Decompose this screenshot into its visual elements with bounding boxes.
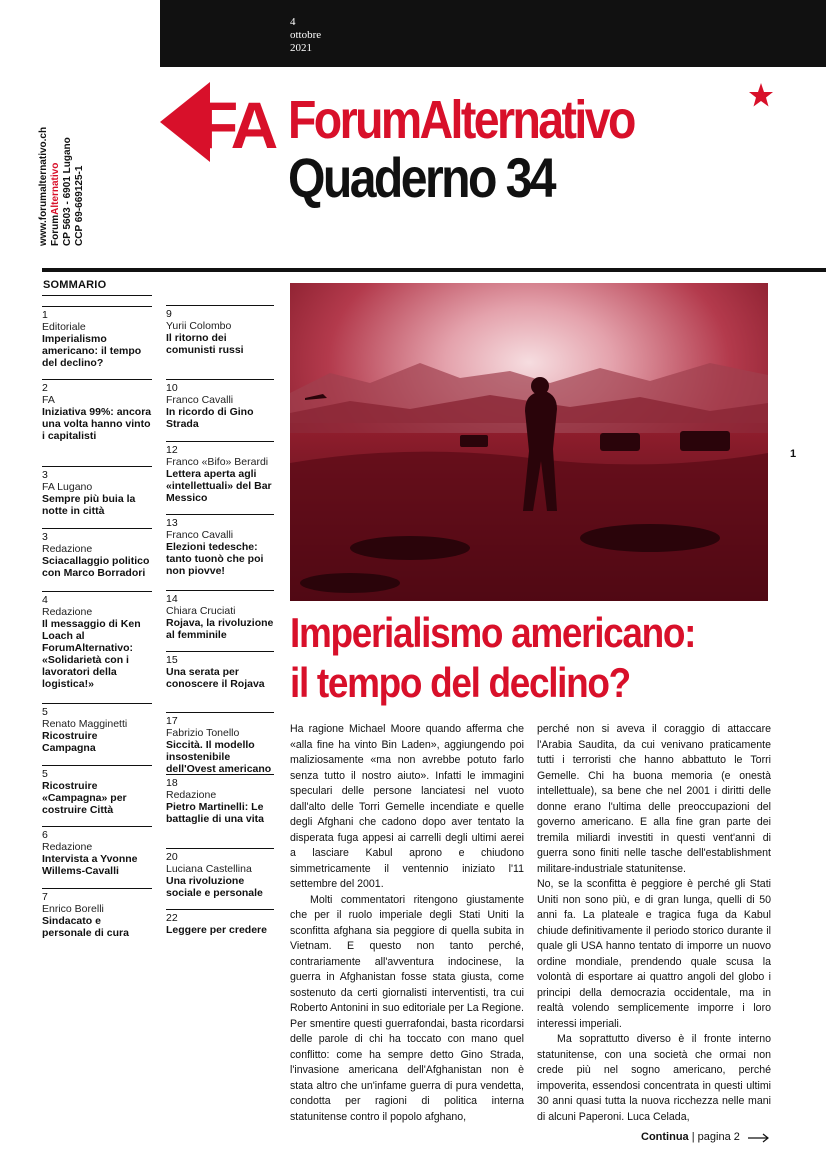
toc-title: Lettera aperta agli «intellettuali» del Bar Messico bbox=[166, 468, 272, 504]
toc-page-number: 17 bbox=[166, 715, 178, 727]
logo-letters: FA bbox=[198, 88, 275, 162]
top-black-bar bbox=[160, 0, 826, 67]
toc-title: Una serata per conoscere il Rojava bbox=[166, 666, 265, 690]
contact-block bbox=[38, 126, 86, 246]
toc-page-number: 3 bbox=[42, 469, 48, 481]
toc-item[interactable] bbox=[42, 765, 152, 816]
fa-logo-icon bbox=[160, 82, 280, 162]
continua-separator: | bbox=[691, 1131, 695, 1143]
sommario-divider bbox=[42, 295, 152, 296]
toc-item[interactable] bbox=[166, 514, 274, 577]
headline-line2: il tempo del declino? bbox=[290, 659, 630, 706]
toc-item[interactable] bbox=[166, 441, 274, 504]
toc-title: Elezioni tedesche: tanto tuonò che poi non piovve! bbox=[166, 541, 264, 577]
paragraph: Ha ragione Michael Moore quando afferma che «alla fine ha vinto Bin Laden», aggiungendo poi maliziosamente «ma non avrebbe potuto farlo senza tutto il nostro aiuto». Infatti le immagini speculari delle persone lanciatesi nel vuoto dall'alto delle Torri Gemelle incendiate e quelle degli Afghani che cadono dopo aver tentato la disperata fuga appesi ai carrelli degli ultimi aerei a lasciare Kabul aprono e chiudono simmetricamente il ventennio iniziato l'11 settembre del 2001. bbox=[290, 723, 524, 890]
arrow-right-icon[interactable] bbox=[748, 1133, 770, 1143]
paragraph: No, se la sconfitta è peggiore è perché gli Stati Uniti non sono più, e di gran lunga, quelli di 50 anni fa. La plateale e tragica fuga da Kabul chiude definitivamente il periodo storico durante il quale gli USA hanno tentato di imporre un nuovo ordine mondiale, prendendo quale scusa la volontà di esportare ai quattro angoli del globo i principi della democrazia occidentale, ma in realtà volendo semplicemente imporre i loro interessi imperiali. bbox=[537, 878, 771, 1030]
toc-title: Intervista a Yvonne Willems-Cavalli bbox=[42, 853, 138, 877]
toc-author: Redazione bbox=[166, 789, 217, 801]
headline-line1: Imperialismo americano: bbox=[290, 609, 696, 656]
star-icon bbox=[748, 82, 774, 108]
toc-author: Redazione bbox=[42, 841, 93, 853]
continua-page: pagina 2 bbox=[697, 1131, 740, 1143]
toc-page-number: 4 bbox=[42, 594, 48, 606]
contact-ccp: CCP 69-669125-1 bbox=[74, 165, 85, 246]
toc-author: Redazione bbox=[42, 606, 93, 618]
toc-author: Editoriale bbox=[42, 321, 86, 333]
toc-page-number: 20 bbox=[166, 851, 178, 863]
toc-title: Ricostruire «Campagna» per costruire Città bbox=[42, 780, 127, 816]
toc-item[interactable] bbox=[42, 306, 152, 369]
toc-page-number: 7 bbox=[42, 891, 48, 903]
date-year: 2021 bbox=[290, 42, 312, 54]
toc-title: Sempre più buia la notte in città bbox=[42, 493, 136, 517]
toc-item[interactable] bbox=[42, 826, 152, 877]
article-column-1 bbox=[290, 722, 524, 1125]
toc-title: Ricostruire Campagna bbox=[42, 730, 98, 754]
website-link[interactable]: www.forumalternativo.ch bbox=[38, 126, 49, 246]
toc-page-number: 6 bbox=[42, 829, 48, 841]
toc-author: Renato Magginetti bbox=[42, 718, 128, 730]
toc-title: Pietro Martinelli: Le battaglie di una vita bbox=[166, 801, 265, 825]
toc-author: Enrico Borelli bbox=[42, 903, 104, 915]
toc-page-number: 5 bbox=[42, 768, 48, 780]
article-headline bbox=[290, 608, 730, 708]
sommario-heading: SOMMARIO bbox=[43, 279, 107, 291]
toc-title: Siccità. Il modello insostenibile dell'Ovest americano bbox=[166, 739, 272, 775]
toc-item[interactable] bbox=[166, 305, 274, 356]
toc-title: Rojava, la rivoluzione al femminile bbox=[166, 617, 274, 641]
toc-title: Leggere per credere bbox=[166, 924, 267, 936]
toc-author: Yurii Colombo bbox=[166, 320, 232, 332]
toc-page-number: 2 bbox=[42, 382, 48, 394]
toc-page-number: 9 bbox=[166, 308, 172, 320]
toc-item[interactable] bbox=[42, 703, 152, 754]
toc-title: Sindacato e personale di cura bbox=[42, 915, 129, 939]
toc-page-number: 3 bbox=[42, 531, 48, 543]
toc-page-number: 1 bbox=[42, 309, 48, 321]
toc-page-number: 14 bbox=[166, 593, 178, 605]
toc-item[interactable] bbox=[166, 590, 274, 641]
toc-title: Imperialismo americano: il tempo del declino? bbox=[42, 333, 142, 369]
paragraph: perché non si aveva il coraggio di attaccare l'Arabia Saudita, da cui venivano praticamente tutti i terroristi che hanno abbattuto le Torri Gemelle. Chi ha buona memoria (e onestà intellettuale), sa bene che nel 2001 i diritti delle donne erano l'ultima delle preoccupazioni del governo americano. E alla fine gran parte dei tremila miliardi investiti in questi vent'anni di guerra sono finiti nelle tasche dell'establishment militare-industriale statunitense. bbox=[537, 723, 771, 875]
toc-author: Fabrizio Tonello bbox=[166, 727, 240, 739]
toc-page-number: 10 bbox=[166, 382, 178, 394]
toc-item[interactable] bbox=[42, 888, 152, 939]
contact-name: ForumAlternativo bbox=[50, 162, 61, 246]
toc-title: Una rivoluzione sociale e personale bbox=[166, 875, 263, 899]
continue-link[interactable] bbox=[641, 1131, 740, 1143]
toc-item[interactable] bbox=[166, 379, 274, 430]
toc-item[interactable] bbox=[166, 651, 274, 690]
header-divider bbox=[42, 268, 826, 272]
issue-date bbox=[290, 16, 321, 55]
toc-author: Franco Cavalli bbox=[166, 394, 234, 406]
paragraph: Ma soprattutto diverso è il fronte interno statunitense, con una società che ormai non crede più nel sogno americano, perché impoverita, essendosi concentrata in questi ultimi 30 anni quasi tutta la nuova ricchezza nelle mani di alcuni Paperoni. Luca Celada, bbox=[537, 1033, 771, 1123]
brand-part2: Alternativo bbox=[419, 90, 634, 150]
continua-label: Continua bbox=[641, 1131, 689, 1143]
toc-page-number: 15 bbox=[166, 654, 178, 666]
toc-author: Franco Cavalli bbox=[166, 529, 234, 541]
article-column-2 bbox=[537, 722, 771, 1125]
toc-item[interactable] bbox=[42, 591, 152, 690]
toc-author: Franco «Bifo» Berardi bbox=[166, 456, 269, 468]
toc-author: FA bbox=[42, 394, 55, 406]
brand-name bbox=[288, 92, 634, 148]
toc-page-number: 12 bbox=[166, 444, 178, 456]
toc-title: Il messaggio di Ken Loach al ForumAlternativo: «Solidarietà con i lavoratori della logistica!» bbox=[42, 618, 141, 690]
toc-item[interactable] bbox=[42, 528, 152, 579]
toc-item[interactable] bbox=[42, 379, 152, 442]
toc-author: Chiara Cruciati bbox=[166, 605, 236, 617]
brand-part1: Forum bbox=[288, 90, 420, 150]
toc-page-number: 22 bbox=[166, 912, 178, 924]
page-number: 1 bbox=[790, 448, 797, 460]
issue-title: Quaderno 34 bbox=[288, 146, 555, 209]
toc-item[interactable] bbox=[166, 774, 274, 825]
date-day: 4 bbox=[290, 16, 296, 28]
toc-title: Sciacallaggio politico con Marco Borradori bbox=[42, 555, 150, 579]
contact-address: CP 5603 - 6901 Lugano bbox=[62, 137, 73, 246]
toc-page-number: 18 bbox=[166, 777, 178, 789]
paragraph: Molti commentatori ritengono giustamente che per il ruolo imperiale degli Stati Uniti la sconfitta afghana sia peggiore di quella subita in Vietnam. E questo non tanto perché, contrariamente all'avventura indocinese, la guerra in Afghanistan fosse stata giusta, come sostenuto da certi giornalisti interventisti, tra cui Roberto Antonini in suo editoriale per La Regione. Per smentire questi guerrafondai, basta ricordarsi delle parole di chi ha toccato con mano quel conflitto: come ha sempre detto Gino Strada, l'invasione americana dell'Afghanistan non è stata altro che un'infame guerra di pura vendetta, condotta per ragioni di politica interna statunitense contro il popolo afghano, bbox=[290, 893, 524, 1123]
toc-author: Redazione bbox=[42, 543, 93, 555]
toc-author: Luciana Castellina bbox=[166, 863, 252, 875]
toc-title: Il ritorno dei comunisti russi bbox=[166, 332, 244, 356]
toc-title: In ricordo di Gino Strada bbox=[166, 406, 254, 430]
date-month: ottobre bbox=[290, 29, 322, 41]
toc-author: FA Lugano bbox=[42, 481, 93, 493]
toc-item[interactable] bbox=[166, 712, 274, 775]
toc-page-number: 13 bbox=[166, 517, 178, 529]
cover-photo bbox=[290, 283, 768, 601]
toc-item[interactable] bbox=[42, 466, 152, 517]
toc-title: Iniziativa 99%: ancora una volta hanno vinto i capitalisti bbox=[42, 406, 152, 442]
toc-item[interactable] bbox=[166, 848, 274, 899]
toc-page-number: 5 bbox=[42, 706, 48, 718]
toc-item[interactable] bbox=[166, 909, 274, 936]
